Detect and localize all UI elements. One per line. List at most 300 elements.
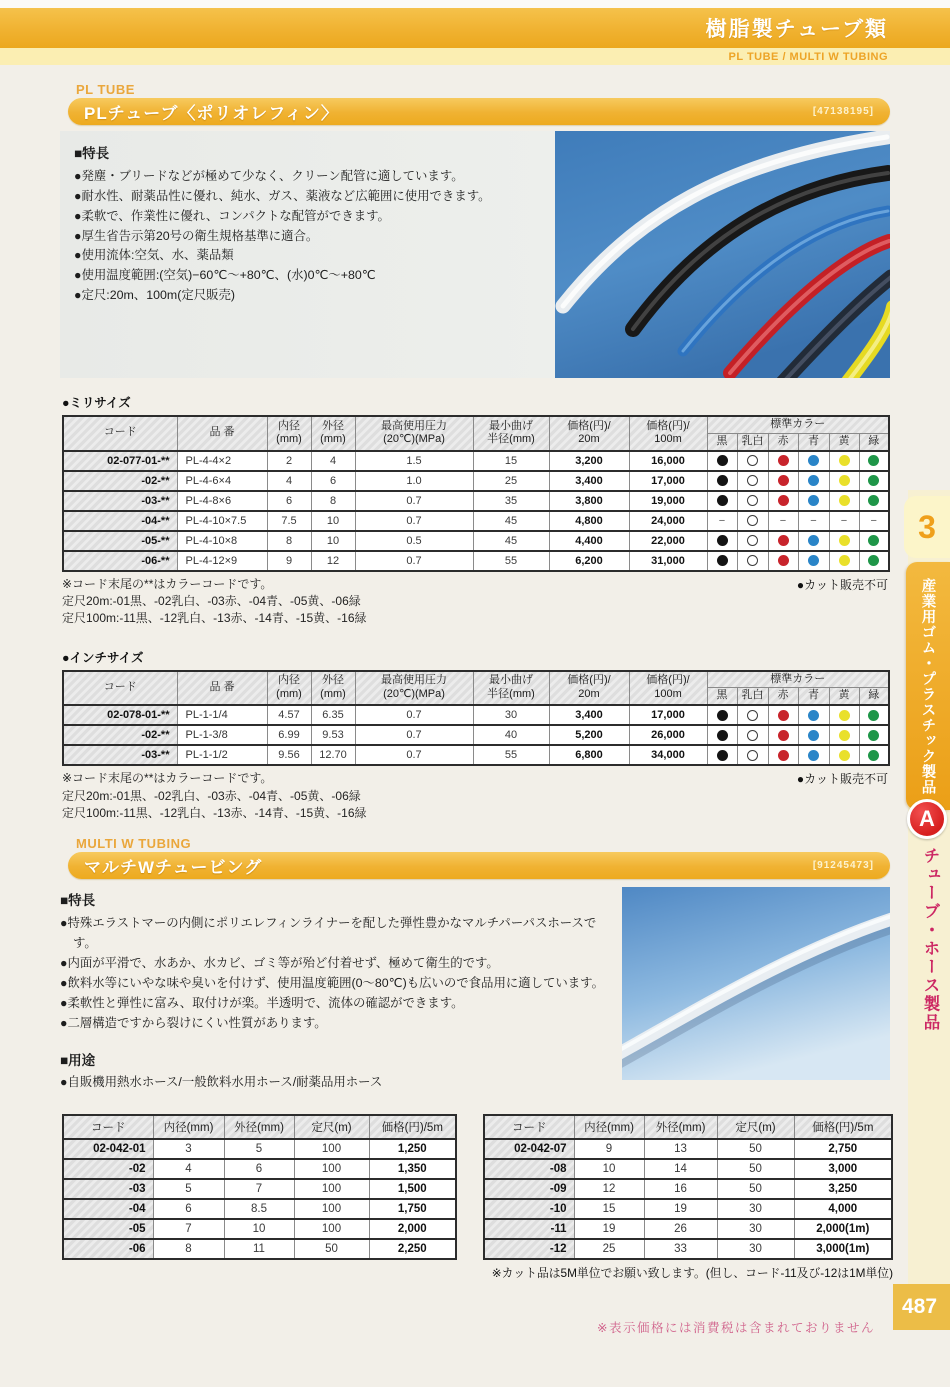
color-cell: [707, 745, 737, 765]
red-color-dot: [778, 455, 789, 466]
green-color-dot: [868, 535, 879, 546]
inch-table-notes: [62, 770, 888, 822]
color-cell: [768, 531, 798, 551]
num-cell: 6: [224, 1159, 294, 1179]
banner-title: 樹脂製チューブ類: [705, 18, 888, 41]
feature-item: ●耐水性、耐薬品性に優れ、純水、ガス、薬液など広範囲に使用できます。: [74, 188, 491, 203]
feature-item: ●二層構造ですから裂けにくい性質があります。: [60, 1015, 327, 1030]
color-cell: [859, 745, 889, 765]
table-row: [63, 491, 889, 511]
col-header-od: 外径(mm): [644, 1115, 717, 1139]
color-cell: [829, 745, 859, 765]
table-row: [63, 551, 889, 571]
price-cell: 4,400: [549, 531, 629, 551]
price-cell: 6,200: [549, 551, 629, 571]
num-cell: 30: [717, 1239, 794, 1259]
green-color-dot: [868, 455, 879, 466]
num-cell: 100: [294, 1219, 369, 1239]
mm-size-label: ●ミリサイズ: [62, 396, 131, 410]
price-cell: 24,000: [629, 511, 707, 531]
num-cell: 4: [267, 471, 311, 491]
page-number-badge: 487: [893, 1284, 950, 1330]
yellow-color-dot: [839, 730, 850, 741]
table-row: [484, 1139, 892, 1159]
pl-tube-code-badge: [47138195]: [812, 106, 874, 117]
num-cell: 0.7: [355, 551, 473, 571]
color-cell: [798, 451, 829, 471]
feature-item: ●内面が平滑で、水あか、水カビ、ゴミ等が殆ど付着せず、極めて衛生的です。: [60, 956, 499, 971]
black-color-dot: [717, 555, 728, 566]
col-header-red: 赤: [768, 688, 798, 705]
tax-note: ※表示価格には消費税は含まれておりません: [597, 1321, 875, 1335]
translucent-tube-photo: [622, 887, 890, 1080]
code-cell: -02-**: [63, 725, 177, 745]
color-cell: [798, 551, 829, 571]
col-header-id: 内径(mm): [574, 1115, 644, 1139]
pl-tube-feature-panel: [60, 131, 555, 378]
blue-color-dot: [808, 555, 819, 566]
pl-tube-photo: [555, 131, 890, 378]
price-cell: 1,350: [369, 1159, 456, 1179]
num-cell: 35: [473, 491, 549, 511]
color-cell: [737, 705, 768, 725]
feature-item: ●柔軟で、作業性に優れ、コンパクトな配管ができます。: [74, 208, 390, 223]
features-heading: ■特長: [74, 146, 110, 161]
color-cell: [707, 491, 737, 511]
color-cell: [737, 471, 768, 491]
table-row: [484, 1239, 892, 1259]
code-cell: 02-042-01: [63, 1139, 153, 1159]
color-cell: [737, 511, 768, 531]
green-color-dot: [868, 730, 879, 741]
col-header-id: 内径(mm): [153, 1115, 224, 1139]
num-cell: 9.53: [311, 725, 355, 745]
sidebar-tab-industrial-rubber-plastic[interactable]: [906, 562, 950, 810]
num-cell: 45: [473, 531, 549, 551]
black-color-dot: [717, 495, 728, 506]
num-cell: 1.0: [355, 471, 473, 491]
col-header-milky: 乳白: [737, 433, 768, 450]
mm-table-notes: [62, 576, 888, 628]
uses-heading: ■用途: [60, 1053, 96, 1069]
num-cell: 12: [311, 551, 355, 571]
num-cell: 40: [473, 725, 549, 745]
num-cell: 16: [644, 1179, 717, 1199]
color-cell: [737, 725, 768, 745]
green-color-dot: [868, 475, 879, 486]
col-header-blue: 青: [798, 688, 829, 705]
num-cell: 0.7: [355, 725, 473, 745]
code-cell: -02-**: [63, 471, 177, 491]
num-cell: 6.35: [311, 705, 355, 725]
num-cell: 7: [153, 1219, 224, 1239]
multi-tube-photo: [622, 887, 890, 1092]
code-cell: -11: [484, 1219, 574, 1239]
price-cell: 3,400: [549, 705, 629, 725]
code-cell: -02: [63, 1159, 153, 1179]
feature-item: ●発塵・ブリードなどが極めて少なく、クリーン配管に適しています。: [74, 169, 464, 183]
green-color-dot: [868, 495, 879, 506]
features-list: [60, 914, 612, 1033]
multi-feature-text: [60, 887, 622, 1092]
price-cell: 2,000: [369, 1219, 456, 1239]
page-banner: [0, 8, 950, 48]
milky-color-dot: [747, 730, 758, 741]
table-row: [484, 1159, 892, 1179]
num-cell: 3: [153, 1139, 224, 1159]
code-cell: -03-**: [63, 745, 177, 765]
milky-color-dot: [747, 515, 758, 526]
multi-eyebrow: MULTI W TUBING: [76, 836, 192, 852]
price-cell: 4,800: [549, 511, 629, 531]
color-cell: [859, 491, 889, 511]
num-cell: 50: [717, 1179, 794, 1199]
length20-note: 定尺20m:-01黒、-02乳白、-03赤、-04青、-05黄、-06緑: [62, 788, 361, 803]
features-list: [74, 167, 539, 246]
cut-sale-note: ●カット販売不可: [796, 577, 888, 592]
num-cell: 7.5: [267, 511, 311, 531]
col-header-pressure: 最高使用圧力 (20℃)(MPa): [355, 671, 473, 706]
col-header-price100: 価格(円)/ 100m: [629, 671, 707, 706]
num-cell: 12: [574, 1179, 644, 1199]
col-header-price20: 価格(円)/ 20m: [549, 671, 629, 706]
color-cell: [829, 551, 859, 571]
feature-item: ●飲料水等にいやな味や臭いを付けず、使用温度範囲(0〜80℃)も広いので食品用に適しています。: [60, 975, 604, 990]
code-cell: -08: [484, 1159, 574, 1179]
table-row: [63, 1239, 456, 1259]
colored-tubes-photo: [555, 131, 890, 378]
num-cell: 30: [717, 1199, 794, 1219]
num-cell: 15: [574, 1199, 644, 1219]
uses-text: ●自販機用熱水ホース/一般飲料水用ホース/耐薬品用ホース: [60, 1075, 383, 1090]
col-header-od: 外径(mm): [224, 1115, 294, 1139]
color-cell: [768, 551, 798, 571]
color-cell: [737, 551, 768, 571]
price-cell: 17,000: [629, 471, 707, 491]
num-cell: 9: [574, 1139, 644, 1159]
sidebar-category-badge: A: [907, 799, 947, 839]
multi-title-bar: [68, 852, 890, 879]
milky-color-dot: [747, 475, 758, 486]
hose-table-right-wrap: [483, 1114, 893, 1281]
num-cell: 100: [294, 1139, 369, 1159]
col-header-part: 品 番: [177, 671, 267, 706]
code-cell: -04: [63, 1199, 153, 1219]
length100-note: 定尺100m:-11黒、-12乳白、-13赤、-14青、-15黄、-16緑: [62, 611, 367, 626]
part-cell: PL-4-8×6: [177, 491, 267, 511]
price-cell: 19,000: [629, 491, 707, 511]
table-row: [63, 1159, 456, 1179]
col-header-code: コード: [63, 671, 177, 706]
num-cell: 12.70: [311, 745, 355, 765]
code-cell: -06-**: [63, 551, 177, 571]
code-cell: -05-**: [63, 531, 177, 551]
hose-table-left: [62, 1114, 457, 1260]
num-cell: 5: [153, 1179, 224, 1199]
blue-color-dot: [808, 730, 819, 741]
color-cell: −: [859, 511, 889, 531]
price-cell: 4,000: [794, 1199, 892, 1219]
num-cell: 8: [311, 491, 355, 511]
black-color-dot: [717, 535, 728, 546]
price-cell: 17,000: [629, 705, 707, 725]
num-cell: 8.5: [224, 1199, 294, 1219]
yellow-color-dot: [839, 455, 850, 466]
part-cell: PL-4-10×8: [177, 531, 267, 551]
num-cell: 25: [473, 471, 549, 491]
num-cell: 15: [473, 451, 549, 471]
red-color-dot: [778, 710, 789, 721]
color-cell: −: [829, 511, 859, 531]
green-color-dot: [868, 555, 879, 566]
col-header-bend: 最小曲げ 半径(mm): [473, 671, 549, 706]
color-cell: [737, 451, 768, 471]
num-cell: 8: [267, 531, 311, 551]
table-row: [63, 511, 889, 531]
sidebar-section-number: 3: [904, 496, 950, 558]
green-color-dot: [868, 750, 879, 761]
red-color-dot: [778, 555, 789, 566]
blue-color-dot: [808, 455, 819, 466]
col-header-yellow: 黄: [829, 688, 859, 705]
color-cell: [768, 725, 798, 745]
color-code-note: ※コード末尾の**はカラーコードです。: [62, 576, 273, 591]
color-cell: [798, 705, 829, 725]
table-row: [63, 1179, 456, 1199]
sidebar-category-label: チューブ・ホース製品: [921, 847, 939, 1032]
color-cell: −: [707, 511, 737, 531]
col-header-od: 外径 (mm): [311, 671, 355, 706]
price-cell: 26,000: [629, 725, 707, 745]
code-cell: -04-**: [63, 511, 177, 531]
table-row: [63, 745, 889, 765]
price-cell: 34,000: [629, 745, 707, 765]
num-cell: 4.57: [267, 705, 311, 725]
num-cell: 8: [153, 1239, 224, 1259]
milky-color-dot: [747, 495, 758, 506]
col-header-green: 緑: [859, 433, 889, 450]
table-row: [63, 725, 889, 745]
red-color-dot: [778, 750, 789, 761]
col-header-code: コード: [63, 416, 177, 451]
price-cell: 1,750: [369, 1199, 456, 1219]
blue-color-dot: [808, 710, 819, 721]
yellow-color-dot: [839, 710, 850, 721]
col-header-colors-group: 標準カラー: [707, 416, 889, 433]
black-color-dot: [717, 475, 728, 486]
num-cell: 0.7: [355, 745, 473, 765]
part-cell: PL-4-4×2: [177, 451, 267, 471]
table-row: [63, 451, 889, 471]
num-cell: 19: [574, 1219, 644, 1239]
num-cell: 6.99: [267, 725, 311, 745]
color-cell: [859, 451, 889, 471]
num-cell: 10: [574, 1159, 644, 1179]
table-row: [484, 1199, 892, 1219]
col-header-part: 品 番: [177, 416, 267, 451]
num-cell: 100: [294, 1179, 369, 1199]
num-cell: 25: [574, 1239, 644, 1259]
color-cell: [768, 451, 798, 471]
part-cell: PL-1-3/8: [177, 725, 267, 745]
code-cell: 02-078-01-**: [63, 705, 177, 725]
num-cell: 4: [311, 451, 355, 471]
color-cell: −: [798, 511, 829, 531]
col-header-length: 定尺(m): [294, 1115, 369, 1139]
num-cell: 55: [473, 551, 549, 571]
price-cell: 3,400: [549, 471, 629, 491]
multi-code-badge: [91245473]: [812, 860, 874, 872]
col-header-price20: 価格(円)/ 20m: [549, 416, 629, 451]
milky-color-dot: [747, 750, 758, 761]
col-header-pressure: 最高使用圧力 (20℃)(MPa): [355, 416, 473, 451]
color-cell: [829, 451, 859, 471]
num-cell: 19: [644, 1199, 717, 1219]
feature-item: ●使用温度範囲:(空気)−60℃〜+80℃、(水)0℃〜+80℃: [74, 268, 376, 283]
pl-tube-title: PLチューブ〈ポリオレフィン〉: [84, 104, 339, 123]
num-cell: 0.7: [355, 511, 473, 531]
milky-color-dot: [747, 455, 758, 466]
price-cell: 3,000(1m): [794, 1239, 892, 1259]
col-header-price: 価格(円)/5m: [369, 1115, 456, 1139]
price-cell: 2,250: [369, 1239, 456, 1259]
color-cell: [737, 491, 768, 511]
color-cell: [859, 471, 889, 491]
yellow-color-dot: [839, 535, 850, 546]
milky-color-dot: [747, 710, 758, 721]
col-header-price100: 価格(円)/ 100m: [629, 416, 707, 451]
color-cell: [707, 705, 737, 725]
num-cell: 10: [224, 1219, 294, 1239]
table-row: [484, 1219, 892, 1239]
num-cell: 0.7: [355, 491, 473, 511]
pl-tube-eyebrow: PL TUBE: [76, 82, 135, 97]
price-cell: 3,000: [794, 1159, 892, 1179]
color-cell: [829, 725, 859, 745]
price-cell: 1,250: [369, 1139, 456, 1159]
color-cell: [859, 705, 889, 725]
price-cell: 3,200: [549, 451, 629, 471]
color-cell: [737, 531, 768, 551]
color-cell: [707, 451, 737, 471]
num-cell: 6: [267, 491, 311, 511]
part-cell: PL-4-6×4: [177, 471, 267, 491]
color-cell: [768, 705, 798, 725]
col-header-black: 黒: [707, 433, 737, 450]
code-cell: -06: [63, 1239, 153, 1259]
col-header-bend: 最小曲げ 半径(mm): [473, 416, 549, 451]
black-color-dot: [717, 710, 728, 721]
color-cell: [707, 471, 737, 491]
price-cell: 1,500: [369, 1179, 456, 1199]
part-cell: PL-4-12×9: [177, 551, 267, 571]
col-header-red: 赤: [768, 433, 798, 450]
num-cell: 45: [473, 511, 549, 531]
hose-table-right: [483, 1114, 893, 1260]
table-row: [63, 1219, 456, 1239]
price-cell: 22,000: [629, 531, 707, 551]
num-cell: 50: [717, 1139, 794, 1159]
code-cell: 02-077-01-**: [63, 451, 177, 471]
num-cell: 55: [473, 745, 549, 765]
num-cell: 50: [717, 1159, 794, 1179]
blue-color-dot: [808, 535, 819, 546]
color-cell: [707, 531, 737, 551]
banner-subtitle: PL TUBE / MULTI W TUBING: [728, 50, 888, 63]
price-cell: 31,000: [629, 551, 707, 571]
code-cell: -03: [63, 1179, 153, 1199]
green-color-dot: [868, 710, 879, 721]
inch-size-table: [62, 670, 890, 767]
yellow-color-dot: [839, 555, 850, 566]
num-cell: 9: [267, 551, 311, 571]
col-header-id: 内径 (mm): [267, 671, 311, 706]
num-cell: 5: [224, 1139, 294, 1159]
color-cell: [768, 491, 798, 511]
color-cell: [707, 725, 737, 745]
pl-tube-title-bar: [68, 98, 890, 125]
color-cell: [859, 725, 889, 745]
num-cell: 9.56: [267, 745, 311, 765]
feature-item: ●厚生省告示第20号の衛生規格基準に適合。: [74, 228, 319, 243]
feature-item: ●定尺:20m、100m(定尺販売): [74, 288, 236, 303]
num-cell: 7: [224, 1179, 294, 1199]
length20-note: 定尺20m:-01黒、-02乳白、-03赤、-04青、-05黄、-06緑: [62, 593, 361, 608]
feature-item: ●柔軟性と弾性に富み、取付けが楽。半透明で、流体の確認ができます。: [60, 995, 464, 1010]
feature-item: ●特殊エラストマーの内側にポリエレフィンライナーを配した弾性豊かなマルチパーパスホースです。: [60, 916, 597, 951]
top-margin-strip: [0, 0, 950, 8]
red-color-dot: [778, 475, 789, 486]
yellow-color-dot: [839, 750, 850, 761]
table-row: [63, 705, 889, 725]
num-cell: 14: [644, 1159, 717, 1179]
num-cell: 0.7: [355, 705, 473, 725]
table-row: [63, 531, 889, 551]
feature-item: ●使用流体:空気、水、薬品類: [74, 248, 234, 263]
num-cell: 13: [644, 1139, 717, 1159]
num-cell: 33: [644, 1239, 717, 1259]
num-cell: 100: [294, 1199, 369, 1219]
color-cell: [859, 531, 889, 551]
code-cell: -03-**: [63, 491, 177, 511]
price-cell: 5,200: [549, 725, 629, 745]
part-cell: PL-4-10×7.5: [177, 511, 267, 531]
specs-list: [74, 246, 539, 306]
code-cell: -10: [484, 1199, 574, 1219]
price-cell: 2,000(1m): [794, 1219, 892, 1239]
col-header-colors-group: 標準カラー: [707, 671, 889, 688]
num-cell: 10: [311, 531, 355, 551]
num-cell: 50: [294, 1239, 369, 1259]
features-heading: ■特長: [60, 893, 96, 909]
color-cell: [798, 491, 829, 511]
table-row: [484, 1179, 892, 1199]
col-header-yellow: 黄: [829, 433, 859, 450]
col-header-length: 定尺(m): [717, 1115, 794, 1139]
table-row: [63, 471, 889, 491]
banner-subtitle-band: [0, 48, 950, 65]
price-cell: 6,800: [549, 745, 629, 765]
red-color-dot: [778, 495, 789, 506]
hose-cut-note: ※カット品は5M単位でお願い致します。(但し、コード-11及び-12は1M単位): [491, 1266, 893, 1281]
price-cell: 16,000: [629, 451, 707, 471]
color-cell: [798, 745, 829, 765]
num-cell: 0.5: [355, 531, 473, 551]
col-header-od: 外径 (mm): [311, 416, 355, 451]
milky-color-dot: [747, 555, 758, 566]
col-header-id: 内径 (mm): [267, 416, 311, 451]
code-cell: 02-042-07: [484, 1139, 574, 1159]
